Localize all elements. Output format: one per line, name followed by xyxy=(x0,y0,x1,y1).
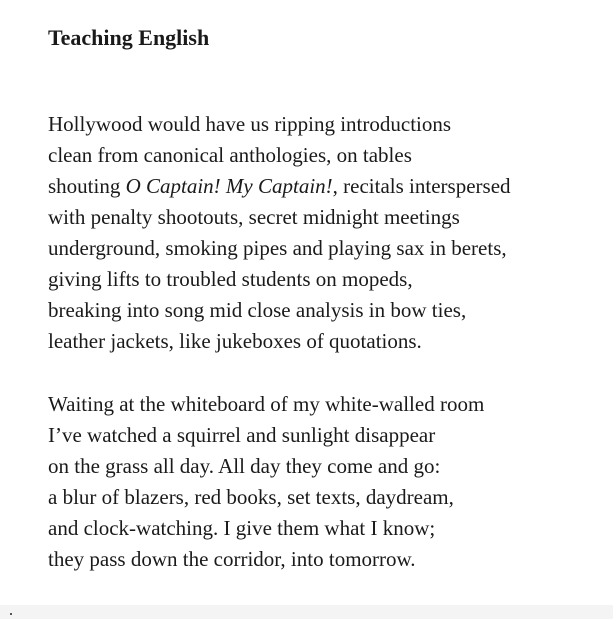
poem-line xyxy=(48,171,511,202)
poem-line: clean from canonical anthologies, on tables xyxy=(48,143,412,167)
line-text: , recitals interspersed xyxy=(332,174,511,198)
poem-line: underground, smoking pipes and playing sax in berets, xyxy=(48,236,507,260)
poem-line: they pass down the corridor, into tomorrow. xyxy=(48,547,416,571)
line-text: shouting xyxy=(48,174,126,198)
poem-line: Hollywood would have us ripping introductions xyxy=(48,112,452,136)
poem-line: I’ve watched a squirrel and sunlight disappear xyxy=(48,423,436,447)
poem-line: Waiting at the whiteboard of my white-walled room xyxy=(48,392,485,416)
poem-line: leather jackets, like jukeboxes of quotations. xyxy=(48,329,422,353)
poem-title: Teaching English xyxy=(48,25,210,50)
poem-line: on the grass all day. All day they come and go: xyxy=(48,454,441,478)
poem-line: giving lifts to troubled students on mopeds, xyxy=(48,267,413,291)
stanza-1 xyxy=(48,109,511,357)
poem-line: breaking into song mid close analysis in bow ties, xyxy=(48,298,467,322)
poem-line: and clock-watching. I give them what I know; xyxy=(48,516,436,540)
poem-line: with penalty shootouts, secret midnight meetings xyxy=(48,205,460,229)
stanza-2 xyxy=(48,389,484,575)
poem-line: a blur of blazers, red books, set texts, daydream, xyxy=(48,485,454,509)
dot-mark xyxy=(10,613,12,615)
bottom-strip xyxy=(0,605,613,619)
italic-quotation: O Captain! My Captain! xyxy=(125,174,333,198)
